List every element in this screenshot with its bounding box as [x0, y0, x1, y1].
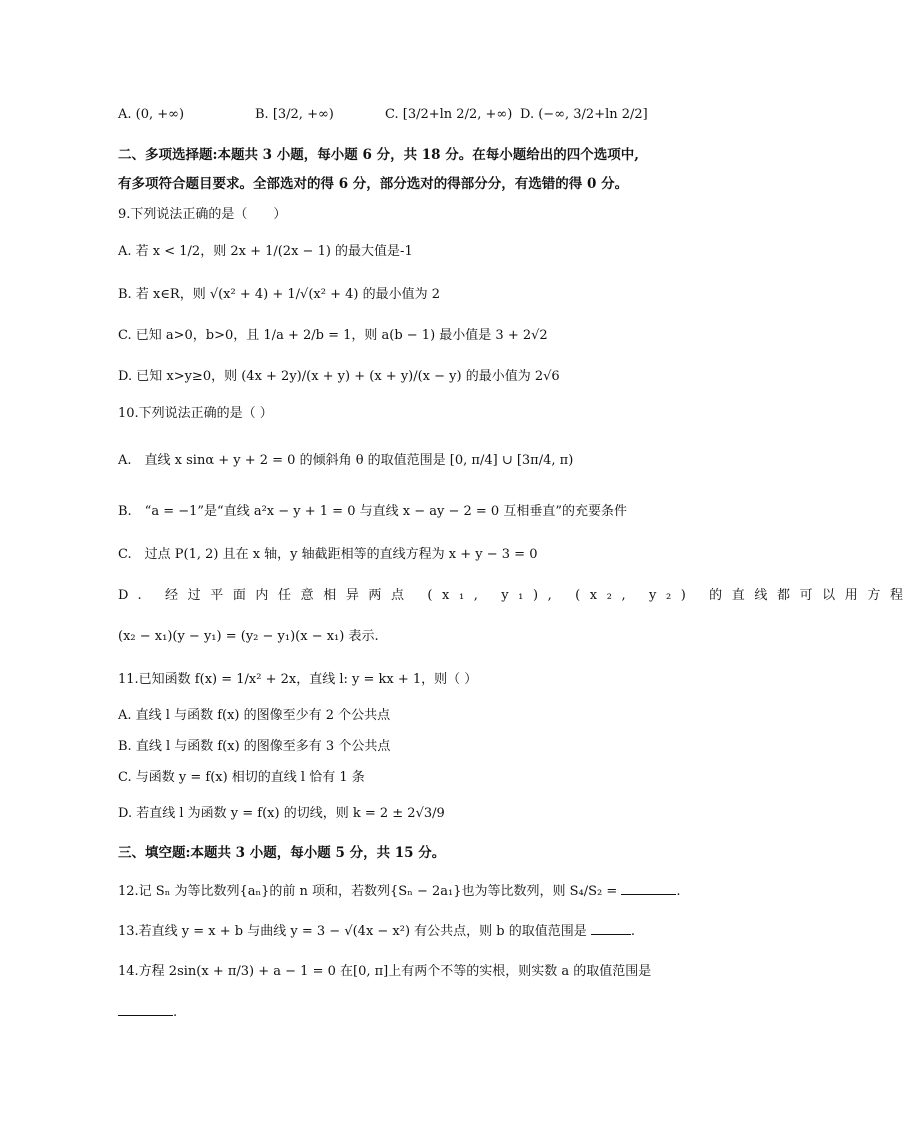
q8-option-d: D. (−∞, 3/2+ln 2/2] [520, 107, 648, 122]
q14-end: . [173, 1005, 178, 1020]
section2-header-line1: 二、多项选择题:本题共 3 小题，每小题 6 分，共 18 分。在每小题给出的四个选项中, [118, 147, 639, 163]
q12-answer-blank[interactable] [621, 880, 676, 895]
q9-option-d: D. 已知 x>y≥0，则 (4x + 2y)/(x + y) + (x + y)/(x − y) 的最小值为 2√6 [118, 369, 560, 384]
q13-text: 13.若直线 y = x + b 与曲线 y = 3 − √(4x − x²) 有公共点，则 b 的取值范围是 [118, 924, 587, 939]
q11-option-c: C. 与函数 y = f(x) 相切的直线 l 恰有 1 条 [118, 770, 365, 785]
section2-header-line2: 有多项符合题目要求。全部选对的得 6 分，部分选对的得部分分，有选错的得 0 分。 [118, 176, 629, 192]
q11-option-b: B. 直线 l 与函数 f(x) 的图像至多有 3 个公共点 [118, 739, 391, 754]
q10-stem: 10.下列说法正确的是（ ） [118, 406, 273, 421]
q10-option-d-line2: (x₂ − x₁)(y − y₁) = (y₂ − y₁)(x − x₁) 表示. [118, 629, 379, 644]
q9-option-c: C. 已知 a>0，b>0，且 1/a + 2/b = 1，则 a(b − 1) 最小值是 3 + 2√2 [118, 328, 548, 343]
q13-answer-blank[interactable] [591, 920, 631, 935]
q9-option-a: A. 若 x < 1/2，则 2x + 1/(2x − 1) 的最大值是-1 [118, 244, 413, 259]
q8-option-a: A. (0, +∞) [118, 107, 185, 122]
q11-option-a: A. 直线 l 与函数 f(x) 的图像至少有 2 个公共点 [118, 708, 391, 723]
q8-option-c: C. [3/2+ln 2/2, +∞) [385, 107, 513, 122]
q10-option-b: B. “a = −1”是“直线 a²x − y + 1 = 0 与直线 x − ay − 2 = 0 互相垂直”的充要条件 [118, 504, 627, 519]
q9-stem: 9.下列说法正确的是（ ） [118, 207, 287, 222]
q8-option-b: B. [3/2, +∞) [255, 107, 334, 122]
q12-text: 12.记 Sₙ 为等比数列{aₙ}的前 n 项和，若数列{Sₙ − 2a₁}也为等比数列，则 S₄/S₂ = [118, 884, 618, 899]
q13-line: 13.若直线 y = x + b 与曲线 y = 3 − √(4x − x²) 有公共点，则 b 的取值范围是 . [118, 920, 635, 942]
q12-line: 12.记 Sₙ 为等比数列{aₙ}的前 n 项和，若数列{Sₙ − 2a₁}也为等比数列，则 S₄/S₂ = . [118, 880, 681, 902]
q11-stem: 11.已知函数 f(x) = 1/x² + 2x，直线 l: y = kx + 1，则（ ） [118, 672, 478, 687]
q11-option-d: D. 若直线 l 为函数 y = f(x) 的切线，则 k = 2 ± 2√3/9 [118, 806, 445, 821]
section3-header: 三、填空题:本题共 3 小题，每小题 5 分，共 15 分。 [118, 845, 446, 861]
q9-option-b: B. 若 x∈R，则 √(x² + 4) + 1/√(x² + 4) 的最小值为 2 [118, 287, 440, 302]
q10-option-d-line1: D. 经过平面内任意相异两点 (x₁, y₁), (x₂, y₂) 的直线都可以用方程 [118, 588, 913, 603]
q10-option-a: A. 直线 x sinα + y + 2 = 0 的倾斜角 θ 的取值范围是 [0, π/4] ∪ [3π/4, π) [118, 453, 574, 468]
q14-line2 [118, 1001, 177, 1023]
q14-answer-blank[interactable] [118, 1001, 173, 1016]
q14-line1: 14.方程 2sin(x + π/3) + a − 1 = 0 在[0, π]上有两个不等的实根，则实数 a 的取值范围是 [118, 964, 652, 979]
q10-option-c: C. 过点 P(1, 2) 且在 x 轴，y 轴截距相等的直线方程为 x + y − 3 = 0 [118, 547, 538, 562]
